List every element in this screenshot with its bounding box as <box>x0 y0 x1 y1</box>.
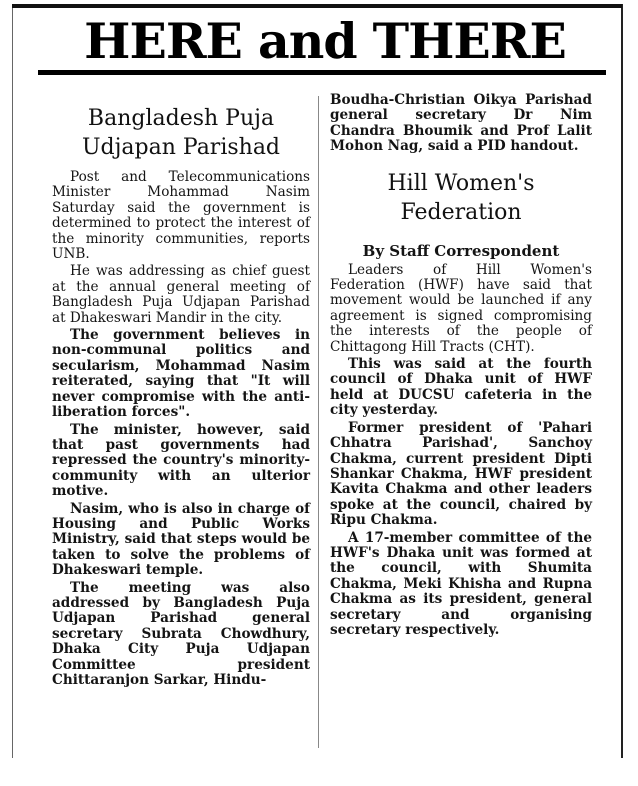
left-column <box>52 104 310 690</box>
puja-paragraph-4: The minister, however, said that past governments had repressed the country's minority-community with an ulterior motive. <box>52 421 310 500</box>
puja-continuation: Boudha-Christian Oikya Parishad general secretary Dr Nim Chandra Bhoumik and Prof Lalit Mohon Nag, said a PID handout. <box>330 92 592 155</box>
right-column <box>330 93 592 640</box>
puja-paragraph-1: Post and Telecommunications Minister Mohammad Nasim Saturday said the government is determined to protect the interest of the minority communities, reports UNB. <box>52 169 310 263</box>
hwf-byline: By Staff Correspondent <box>362 241 560 260</box>
column-separator <box>318 96 319 748</box>
hwf-paragraph-1: Leaders of Hill Women's Federation (HWF) have said that movement would be launched if any agreement is signed compromising the interests of the people of Chittagong Hill Tracts (CHT). <box>330 261 592 355</box>
top-rule <box>12 4 622 8</box>
puja-paragraph-5: Nasim, who is also in charge of Housing and Public Works Ministry, said that steps would be taken to solve the problems of Dhakeswari temple. <box>52 500 310 579</box>
puja-paragraph-6: The meeting was also addressed by Bangladesh Puja Udjapan Parishad general secretary Subrata Chowdhury, Dhaka City Puja Udjapan Committee president Chittaranjon Sarkar, Hindu- <box>52 579 310 688</box>
banner-rule <box>38 70 606 75</box>
hwf-paragraph-4: A 17-member committee of the HWF's Dhaka unit was formed at the council, with Shumita Chakma, Meki Khisha and Rupna Chakma as its president, general secretary and organising secretary respectively. <box>330 529 592 638</box>
section-banner-title: HERE and THERE <box>84 12 566 70</box>
puja-headline: Bangladesh Puja Udjapan Parishad <box>81 106 281 160</box>
hwf-paragraph-2: This was said at the fourth council of Dhaka unit of HWF held at DUCSU cafeteria in the city yesterday. <box>330 356 592 419</box>
puja-paragraph-3: The government believes in non-communal politics and secularism, Mohammad Nasim reiterated, saying that "It will never compromise with the anti-liberation forces". <box>52 327 310 421</box>
hwf-paragraph-3: Former president of 'Pahari Chhatra Parishad', Sanchoy Chakma, current president Dipti Shankar Chakma, HWF president Kavita Chakma and other leaders spoke at the council, chaired by Ripu Chakma. <box>330 419 592 529</box>
hwf-headline: Hill Women's Federation <box>387 170 535 225</box>
puja-paragraph-2: He was addressing as chief guest at the annual general meeting of Bangladesh Puja Udjapan Parishad at Dhakeswari Mandir in the city. <box>52 263 310 326</box>
